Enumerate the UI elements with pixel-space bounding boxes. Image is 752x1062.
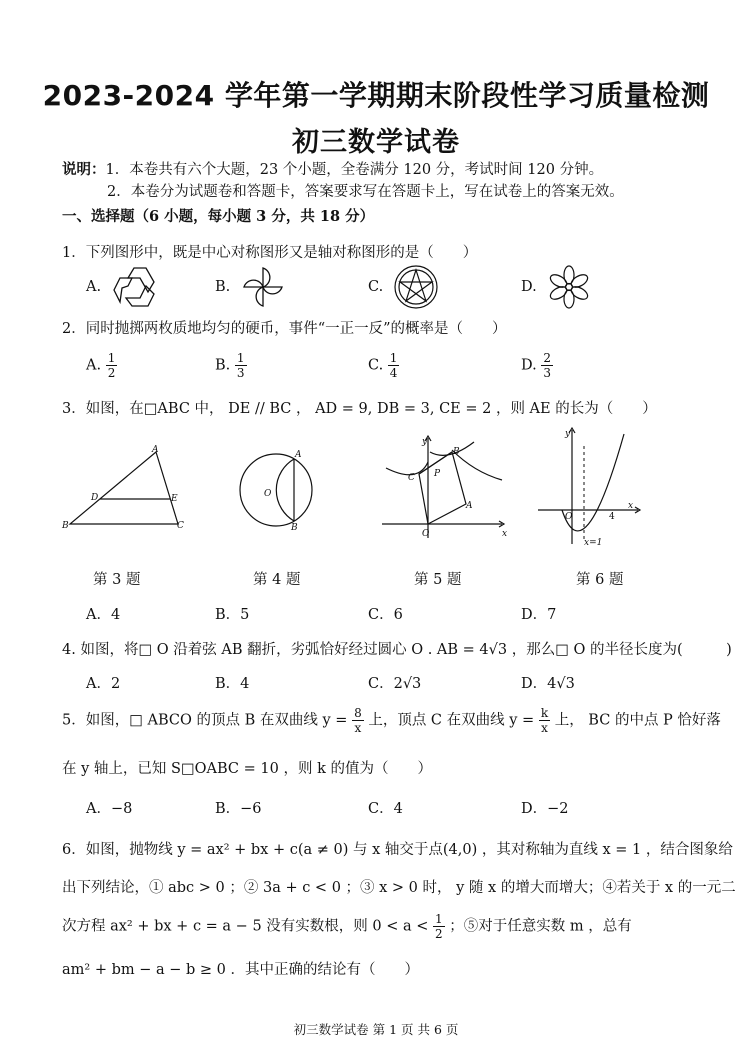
q5-frac2-den: x [541,721,548,735]
q2-option-d [521,351,553,380]
notes-label: 说明： [62,161,106,178]
q2-option-d-label: D. [521,357,537,374]
q1-option-c-figure [392,263,440,311]
q2-option-a-label: A. [86,357,102,374]
question-3-stem: 3．如图，在□ABC 中， DE // BC ， AD = 9, DB = 3, CE = 2 ，则 AE 的长为（ ） [62,401,657,417]
q5-stem-part-2: 上，顶点 C 在双曲线 y = [368,712,535,729]
notes-line-2: 2．本卷分为试题卷和答题卡，答案要求写在答题卡上，写在试卷上的答案无效。 [107,184,624,200]
q2-option-b-fraction [235,351,247,380]
fig6-label-y: y [565,429,571,439]
q2-option-d-fraction [541,351,553,380]
q1-option-d-label: D. [521,279,537,295]
fig4-label-o: O [264,489,272,499]
question-5-stem-line-2: 在 y 轴上，已知 S□OABC = 10 ，则 k 的值为（ ） [62,761,432,777]
q2-option-b-label: B. [215,357,231,374]
q3-option-a: A．4 [86,607,121,623]
q1-option-b-figure [240,264,286,310]
page-footer: 初三数学试卷 第 1 页 共 6 页 [293,1022,459,1037]
question-6-line-3 [62,912,632,941]
exam-subtitle: 初三数学试卷 [292,127,460,158]
fig5-label-p: P [434,469,441,479]
fig5-label-a: A [466,501,473,511]
fig5-label-x: x [502,529,508,539]
q4-option-c: C．2√3 [368,676,422,692]
q5-fraction-1 [352,706,364,735]
q5-option-d: D．−2 [521,801,569,817]
q5-stem-part-1: 5．如图，□ ABCO 的顶点 B 在双曲线 y = [62,712,348,729]
q1-option-b-label: B. [215,279,231,295]
q3-option-c: C．6 [368,607,403,623]
q5-frac1-den: x [354,721,362,735]
question-6-line-1: 6．如图，抛物线 y = ax² + bx + c(a ≠ 0) 与 x 轴交于点(4,0) ，其对称轴为直线 x = 1 ，结合图象给 [62,842,733,858]
q2-d-den: 3 [543,366,551,380]
question-6-line-2: 出下列结论，① abc > 0 ；② 3a + c < 0 ；③ x > 0 时， y 随 x 的增大而增大；④若关于 x 的一元二 [62,880,736,896]
figure-5 [378,432,512,542]
q2-option-b [215,351,247,380]
figure-3 [60,444,190,536]
q3-option-d: D．7 [521,607,557,623]
q1-option-d-figure [546,264,592,310]
fig6-label-o: O [565,512,573,522]
figure-caption-4: 第 4 题 [253,572,301,588]
question-6-line-4: am² + bm − a − b ≥ 0 ．其中正确的结论有（ ） [62,962,419,978]
figure-caption-6: 第 6 题 [576,572,624,588]
question-2-stem: 2．同时抛掷两枚质地均匀的硬币，事件“一正一反”的概率是（ ） [62,321,507,337]
q5-frac2-num: k [540,706,549,720]
fig3-label-e: E [171,494,178,504]
fig5-label-c: C [408,473,415,483]
q5-frac1-num: 8 [354,706,362,720]
q6-line-3-part-2: ；⑤对于任意实数 m ，总有 [449,918,632,935]
fig4-label-a: A [295,450,302,460]
q3-option-b: B．5 [215,607,250,623]
fig5-label-o: O [422,529,430,539]
fig3-label-d: D [91,493,99,503]
fig6-label-axis: x=1 [584,538,603,548]
q1-option-a-label: A. [86,279,102,295]
q1-option-a-figure [110,264,158,310]
q2-b-den: 3 [236,366,245,380]
q5-option-a: A．−8 [86,801,133,817]
q2-c-den: 4 [389,366,398,380]
figure-caption-5: 第 5 题 [414,572,462,588]
fig3-label-c: C [177,521,184,531]
q5-fraction-2 [539,706,550,735]
q1-option-c-label: C. [368,279,384,295]
q4-option-d: D．4√3 [521,676,575,692]
figure-caption-3: 第 3 题 [93,572,141,588]
q5-option-b: B．−6 [215,801,262,817]
q2-option-c [368,351,399,380]
fig4-label-b: B [291,523,298,533]
q2-d-num: 2 [543,351,551,365]
notes-text-1: 1．本卷共有六个大题，23 个小题，全卷满分 120 分，考试时间 120 分钟。 [105,162,604,178]
question-5-stem-line-1 [62,706,721,735]
q5-stem-part-3: 上， BC 的中点 P 恰好落 [554,712,721,729]
q2-option-c-fraction [388,351,400,380]
q6-line-3-part-1: 次方程 ax² + bx + c = a − 5 没有实数根，则 0 < a < [62,918,429,935]
notes-line-1 [62,158,603,179]
q6-frac-num: 1 [435,912,443,926]
fig3-label-b: B [62,521,69,531]
q2-c-num: 1 [389,351,398,365]
question-1-stem: 1．下列图形中，既是中心对称图形又是轴对称图形的是（ ） [62,245,478,261]
q6-frac-den: 2 [435,927,443,941]
fig5-label-b: B [453,447,460,457]
q4-option-b: B．4 [215,676,250,692]
figure-6 [532,426,648,548]
q2-option-a [86,351,117,380]
fig6-label-x: x [628,501,634,511]
figure-4 [236,444,322,536]
q4-option-a: A．2 [86,676,121,692]
q2-option-a-fraction [106,351,118,380]
section-heading: 一、选择题（6 小题，每小题 3 分，共 18 分） [62,208,375,225]
exam-title: 2023-2024 学年第一学期期末阶段性学习质量检测 [42,79,710,112]
q2-a-num: 1 [107,351,116,365]
q2-a-den: 2 [107,366,116,380]
q6-fraction [433,912,445,941]
q5-option-c: C．4 [368,801,403,817]
question-4-stem: 4. 如图，将□ O 沿着弦 AB 翻折，劣弧恰好经过圆心 O . AB = 4√3 ，那么□ O 的半径长度为( ) [62,642,732,658]
fig3-label-a: A [152,445,159,455]
q2-b-num: 1 [236,351,245,365]
fig5-label-y: y [422,437,428,447]
fig6-label-four: 4 [609,512,615,522]
q2-option-c-label: C. [368,357,384,374]
